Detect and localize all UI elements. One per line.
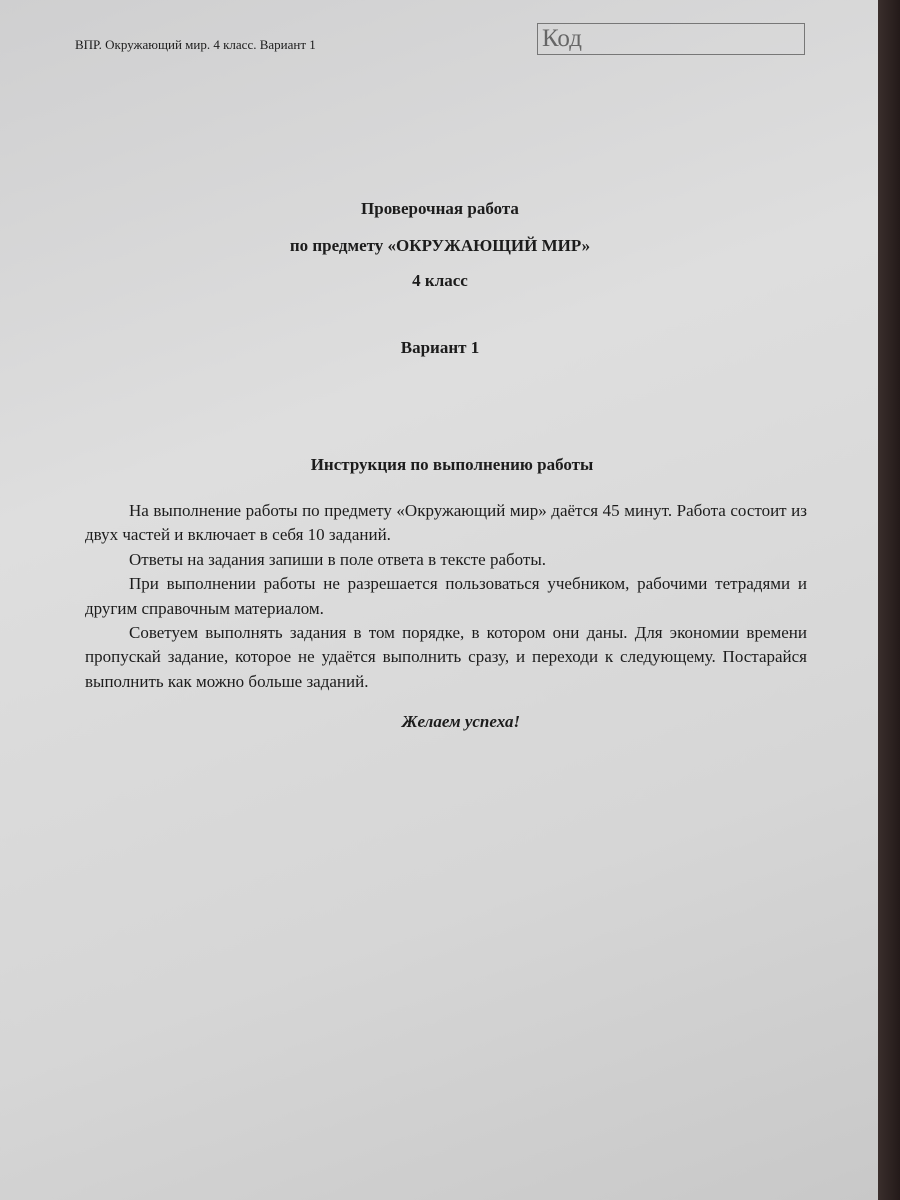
instruction-paragraph: Ответы на задания запиши в поле ответа в тексте работы.	[129, 549, 547, 569]
running-header: ВПР. Окружающий мир. 4 класс. Вариант 1	[75, 37, 316, 52]
instructions-body	[85, 499, 807, 694]
instruction-paragraph: На выполнение работы по предмету «Окружающий мир» даётся 45 минут. Работа состоит из двух частей и включает в себя 10 заданий.	[85, 501, 807, 545]
closing-wish: Желаем успеха!	[401, 712, 521, 731]
title-grade: 4 класс	[412, 271, 468, 290]
title-variant: Вариант 1	[400, 338, 480, 357]
table-edge	[878, 0, 900, 1200]
instruction-paragraph: Советуем выполнять задания в том порядке, в котором они даны. Для экономии времени пропускай задание, которое не удаётся выполнить сразу, и переходи к следующему. Постарайся выполнить как можно больше заданий.	[85, 623, 807, 691]
code-label: Код	[542, 25, 582, 52]
title-line-1: Проверочная работа	[361, 199, 519, 218]
instruction-paragraph: При выполнении работы не разрешается пользоваться учебником, рабочими тетрадями и другим справочным материалом.	[85, 574, 807, 618]
instructions-heading: Инструкция по выполнению работы	[310, 455, 594, 474]
title-subject: по предмету «ОКРУЖАЮЩИЙ МИР»	[289, 236, 591, 255]
code-field[interactable]	[537, 23, 805, 55]
